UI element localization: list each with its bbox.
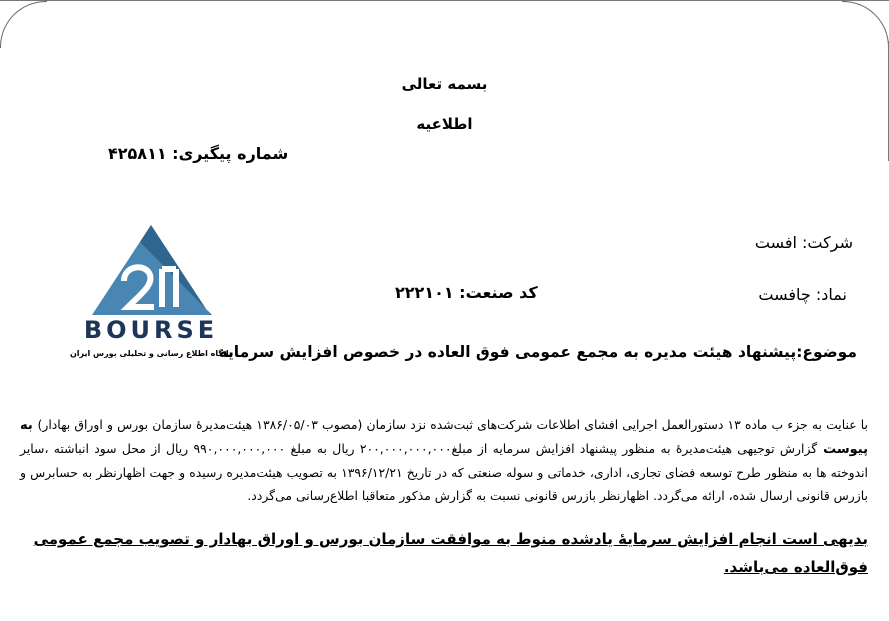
industry-code: کد صنعت: ۲۲۲۱۰۱: [395, 283, 538, 302]
announcement-body: [20, 413, 868, 507]
closing-statement: [20, 525, 868, 581]
svg-text:BOURSE: BOURSE: [83, 316, 219, 344]
body-attachment-note: به پیوست: [20, 418, 868, 457]
tracking-number: شماره پیگیری: ۴۲۵۸۱۱: [108, 144, 289, 163]
page-corner-right: [842, 1, 889, 48]
bourse-logo: [62, 225, 240, 365]
body-part-2: گزارش توجیهی هیئت‌مدیرۀ به منظور پیشنهاد افزایش سرمایه از مبلغ۲۰۰,۰۰۰,۰۰۰,۰۰۰ ریال به مبلغ ۹۹۰,۰۰۰,۰۰۰,۰۰۰ ریال از محل سود انباشته ،سایر اندوخته ها به منظور طرح توسعه فضای تجاری، اداری، خدماتی و سوله صنعتی که در تاریخ ۱۳۹۶/۱۲/۲۱ به تصویب هیئت‌مدیره رسیده و جهت اظهارنظر به حسابرس و بازرس قانونی ارسال شده، ارائه می‌گردد. اظهارنظر بازرس قانونی نسبت به گزارش مذکور متعاقبا اطلاع‌رسانی می‌گردد.: [20, 441, 868, 503]
subject-line: موضوع:پیشنهاد هیئت مدیره به مجمع عمومی فوق العاده در خصوص افزایش سرمایه: [218, 343, 857, 361]
svg-text:پایگاه اطلاع رسانی و تحلیلی بو: پایگاه اطلاع رسانی و تحلیلی بورس ایران: [69, 349, 233, 358]
opening-line: بسمه تعالی: [401, 75, 488, 93]
body-part-1: با عنایت به جزء ب ماده ۱۳ دستورالعمل اجرایی افشای اطلاعات شرکت‌های ثبت‌شده نزد سازمان (مصوب ۱۳۸۶/۰۵/۰۳ هیئت‌مدیرۀ سازمان بورس و اوراق بهادار): [37, 417, 868, 432]
company-name: شرکت: افست: [754, 233, 853, 252]
page-corner-left: [0, 1, 47, 48]
announcement-title: اطلاعیه: [416, 115, 473, 133]
ticker-symbol: نماد: چافست: [758, 285, 847, 304]
bourse-logo-icon: [62, 225, 240, 365]
closing-statement-text: بدیهی است انجام افزایش سرمایۀ یادشده منوط به موافقت سازمان بورس و اوراق بهادار و تصویب مجمع عمومی فوق‌العاده می‌باشد.: [33, 530, 868, 576]
